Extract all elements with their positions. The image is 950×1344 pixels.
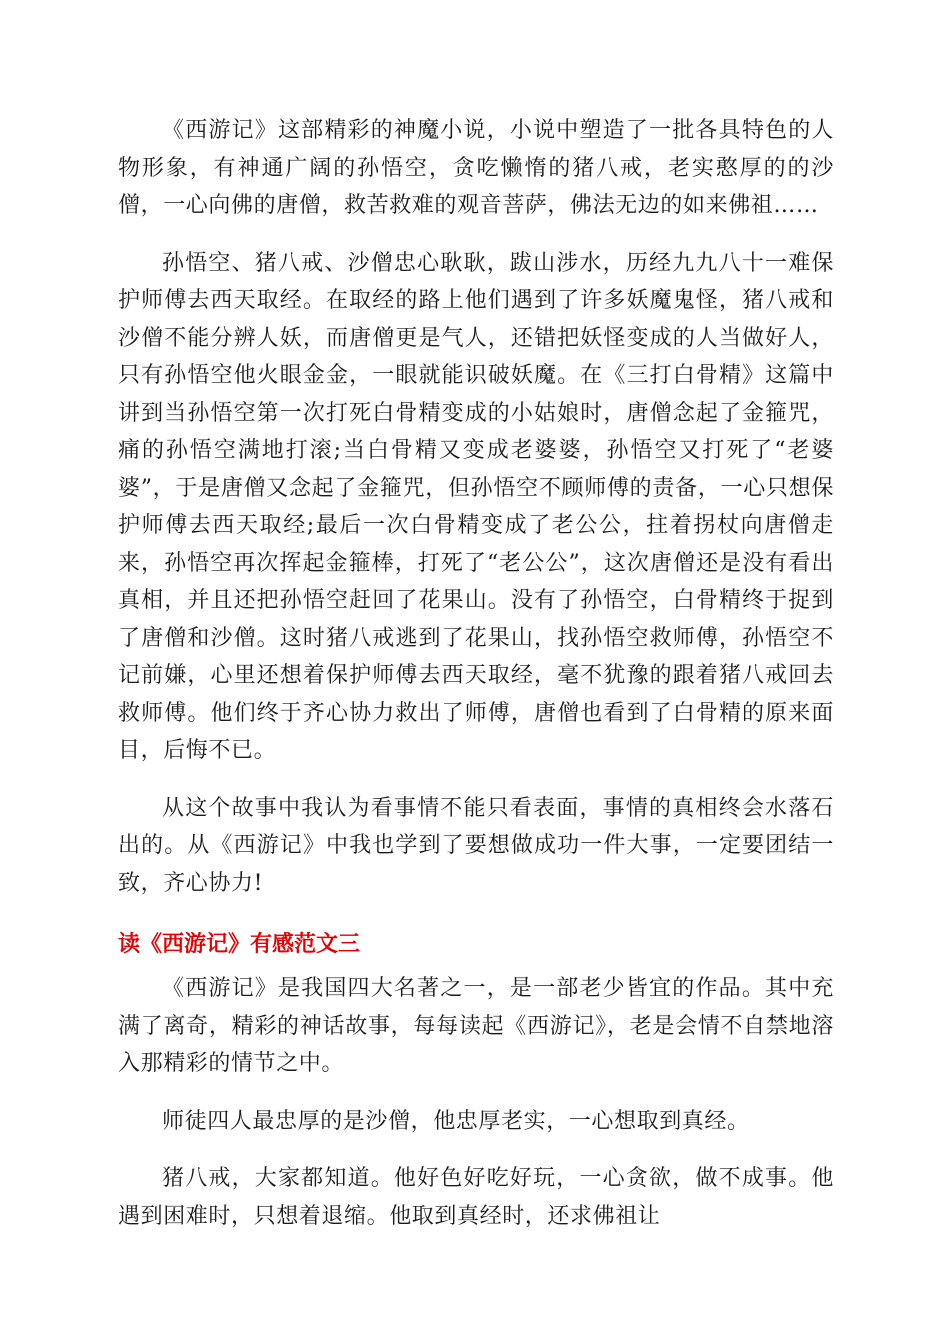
paragraph-shaseng: 师徒四人最忠厚的是沙僧，他忠厚老实，一心想取到真经。 [162, 1108, 750, 1134]
paragraph-intro: 《西游记》这部精彩的神魔小说，小说中塑造了一批各具特色的人物形象，有神通广阔的孙悟空，贪吃懒惰的猪八戒，老实憨厚的的沙僧，一心向佛的唐僧，救苦救难的观音菩萨，佛法无边的如来佛祖…… [118, 118, 834, 218]
document-body [118, 112, 834, 1255]
paragraph-intro-2: 《西游记》是我国四大名著之一，是一部老少皆宜的作品。其中充满了离奇，精彩的神话故事，每每读起《西游记》，老是会情不自禁地溶入那精彩的情节之中。 [118, 976, 834, 1076]
paragraph-zhubajie: 猪八戒，大家都知道。他好色好吃好玩，一心贪欲，做不成事。他遇到困难时，只想着退缩。他取到真经时，还求佛祖让 [118, 1166, 834, 1229]
section-heading: 读《西游记》有感范文三 [118, 932, 361, 957]
paragraph-conclusion: 从这个故事中我认为看事情不能只看表面，事情的真相终会水落石出的。从《西游记》中我也学到了要想做成功一件大事，一定要团结一致，齐心协力! [118, 795, 834, 896]
paragraph-story: 孙悟空、猪八戒、沙僧忠心耿耿，跋山涉水，历经九九八十一难保护师傅去西天取经。在取经的路上他们遇到了许多妖魔鬼怪，猪八戒和沙僧不能分辨人妖，而唐僧更是气人，还错把妖怪变成的人当做好人，只有孙悟空他火眼金金，一眼就能识破妖魔。在《三打白骨精》这篇中讲到当孙悟空第一次打死白骨精变成的小姑娘时，唐僧念起了金箍咒，痛的孙悟空满地打滚;当白骨精又变成老婆婆，孙悟空又打死了“老婆婆”，于是唐僧又念起了金箍咒，但孙悟空不顾师傅的责备，一心只想保护师傅去西天取经;最后一次白骨精变成了老公公，拄着拐杖向唐僧走来，孙悟空再次挥起金箍棒，打死了“老公公”，这次唐僧还是没有看出真相，并且还把孙悟空赶回了花果山。没有了孙悟空，白骨精终于捉到了唐僧和沙僧。这时猪八戒逃到了花果山，找孙悟空救师傅，孙悟空不记前嫌，心里还想着保护师傅去西天取经，毫不犹豫的跟着猪八戒回去救师傅。他们终于齐心协力救出了师傅，唐僧也看到了白骨精的原来面目，后悔不已。 [118, 250, 834, 763]
